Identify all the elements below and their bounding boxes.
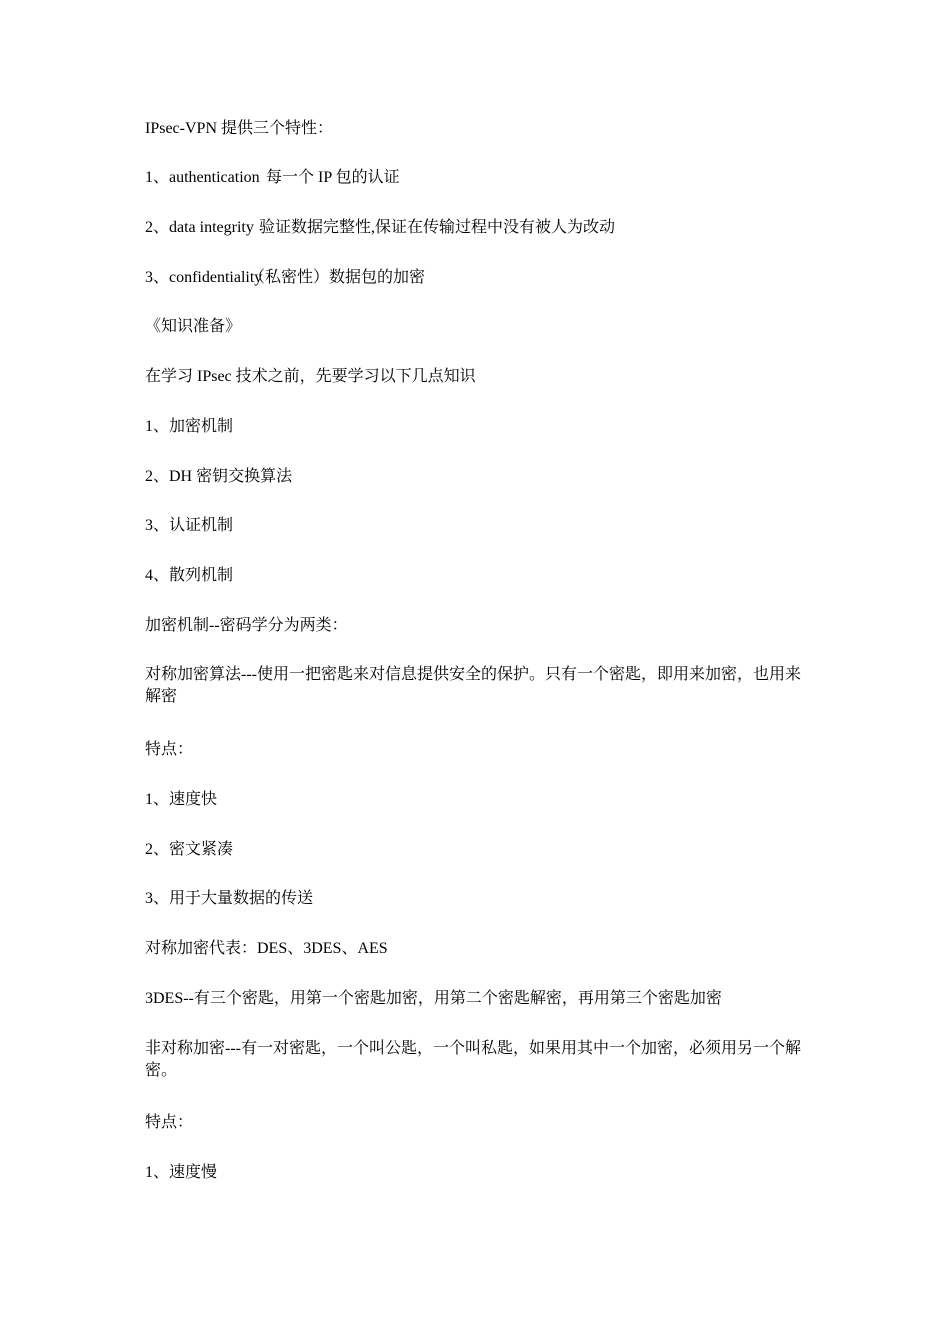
feature-term: 1、authentication — [145, 169, 260, 186]
feature-term: 3、confidentiality — [145, 269, 263, 286]
symmetric-feature-item: 3、用于大量数据的传送 — [145, 890, 314, 907]
encryption-heading: 加密机制--密码学分为两类： — [145, 617, 348, 634]
knowledge-item: 3、认证机制 — [145, 517, 234, 534]
feature-item — [145, 217, 815, 239]
symmetric-feature-item: 2、密文紧凑 — [145, 841, 234, 858]
asymmetric-features-label: 特点： — [145, 1114, 194, 1131]
symmetric-description: 对称加密算法---使用一把密匙来对信息提供安全的保护。只有一个密匙，即用来加密，也用来解密 — [145, 666, 801, 705]
knowledge-intro: 在学习 IPsec 技术之前，先要学习以下几点知识 — [145, 368, 476, 385]
symmetric-examples: 对称加密代表：DES、3DES、AES — [145, 940, 388, 957]
three-des-description: 3DES--有三个密匙，用第一个密匙加密，用第二个密匙解密，再用第三个密匙加密 — [145, 990, 722, 1007]
feature-desc: （私密性）数据包的加密 — [249, 269, 426, 286]
feature-desc: 每一个 IP 包的认证 — [266, 169, 400, 186]
feature-term: 2、data integrity — [145, 219, 254, 236]
knowledge-item: 4、散列机制 — [145, 567, 234, 584]
symmetric-feature-item: 1、速度快 — [145, 791, 218, 808]
title-line: IPsec-VPN 提供三个特性： — [145, 120, 333, 137]
knowledge-item: 2、DH 密钥交换算法 — [145, 468, 293, 485]
knowledge-item: 1、加密机制 — [145, 418, 234, 435]
knowledge-heading: 《知识准备》 — [145, 318, 242, 335]
symmetric-features-label: 特点： — [145, 741, 194, 758]
asymmetric-feature-item: 1、速度慢 — [145, 1164, 218, 1181]
feature-item — [145, 267, 815, 289]
feature-item — [145, 167, 815, 189]
asymmetric-description: 非对称加密---有一对密匙，一个叫公匙，一个叫私匙，如果用其中一个加密，必须用另一个解密。 — [145, 1040, 801, 1079]
feature-desc: 验证数据完整性,保证在传输过程中没有被人为改动 — [259, 219, 616, 236]
